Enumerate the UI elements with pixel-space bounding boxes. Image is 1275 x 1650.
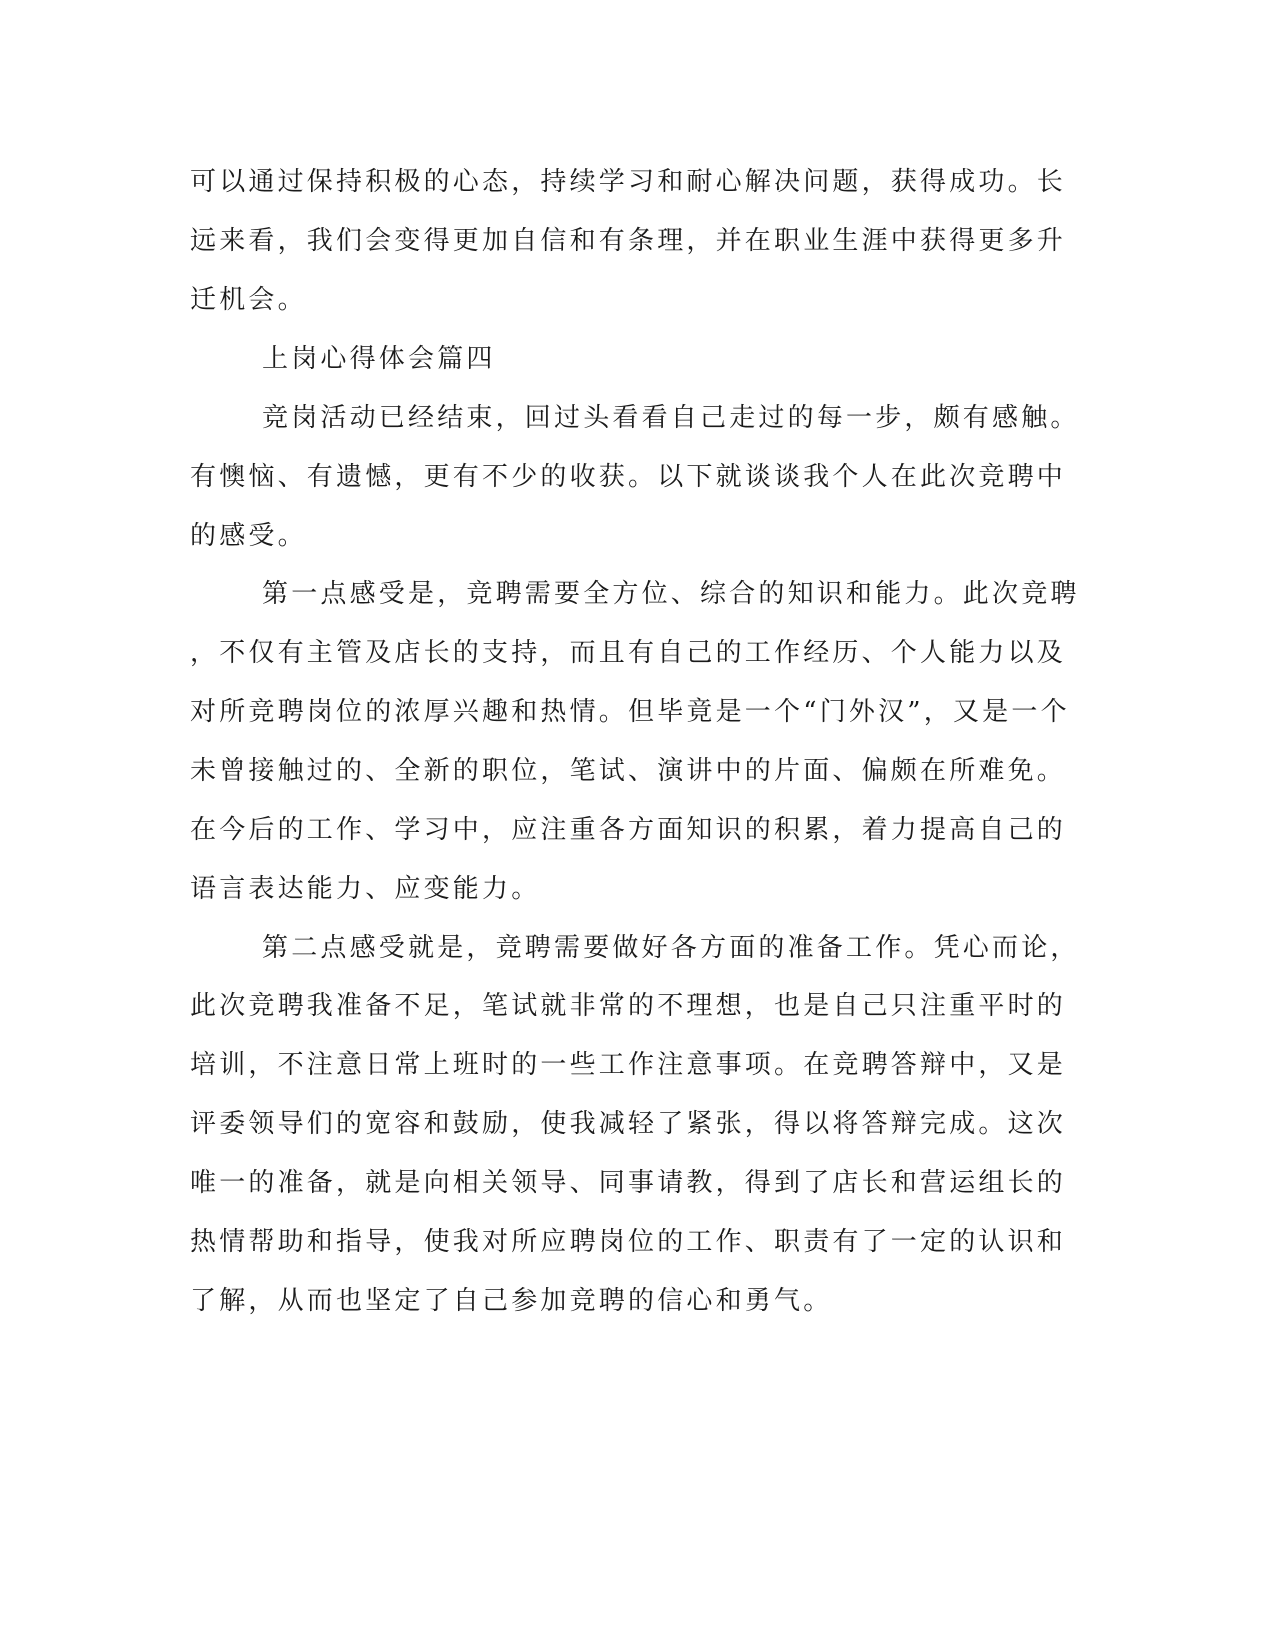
paragraph-line: 热情帮助和指导，使我对所应聘岗位的工作、职责有了一定的认识和 xyxy=(190,1227,1067,1257)
paragraph-line: 竞岗活动已经结束，回过头看看自己走过的每一步，颇有感触。 xyxy=(262,403,1080,433)
paragraph-line: ，不仅有主管及店长的支持，而且有自己的工作经历、个人能力以及 xyxy=(190,638,1067,668)
paragraph-line: 培训，不注意日常上班时的一些工作注意事项。在竞聘答辩中，又是 xyxy=(190,1050,1067,1080)
paragraph-line: 远来看，我们会变得更加自信和有条理，并在职业生涯中获得更多升 xyxy=(190,226,1067,256)
paragraph-line: 了解，从而也坚定了自己参加竞聘的信心和勇气。 xyxy=(190,1286,833,1316)
paragraph-line: 语言表达能力、应变能力。 xyxy=(190,874,541,904)
paragraph-line: 此次竞聘我准备不足，笔试就非常的不理想，也是自己只注重平时的 xyxy=(190,991,1067,1021)
paragraph-line: 唯一的准备，就是向相关领导、同事请教，得到了店长和营运组长的 xyxy=(190,1168,1067,1198)
paragraph-line: 未曾接触过的、全新的职位，笔试、演讲中的片面、偏颇在所难免。 xyxy=(190,756,1067,786)
paragraph-line: 第二点感受就是，竞聘需要做好各方面的准备工作。凭心而论， xyxy=(262,933,1080,963)
paragraph-line: 可以通过保持积极的心态，持续学习和耐心解决问题，获得成功。长 xyxy=(190,167,1067,197)
paragraph-line: 的感受。 xyxy=(190,521,307,551)
paragraph-line: 对所竞聘岗位的浓厚兴趣和热情。但毕竟是一个“门外汉”，又是一个 xyxy=(190,697,1070,727)
section-heading: 上岗心得体会篇四 xyxy=(262,344,496,374)
paragraph-line: 迁机会。 xyxy=(190,285,307,315)
paragraph-line: 第一点感受是，竞聘需要全方位、综合的知识和能力。此次竞聘 xyxy=(262,579,1080,609)
paragraph-line: 评委领导们的宽容和鼓励，使我减轻了紧张，得以将答辩完成。这次 xyxy=(190,1109,1067,1139)
paragraph-line: 在今后的工作、学习中，应注重各方面知识的积累，着力提高自己的 xyxy=(190,815,1067,845)
paragraph-line: 有懊恼、有遗憾，更有不少的收获。以下就谈谈我个人在此次竞聘中 xyxy=(190,462,1067,492)
